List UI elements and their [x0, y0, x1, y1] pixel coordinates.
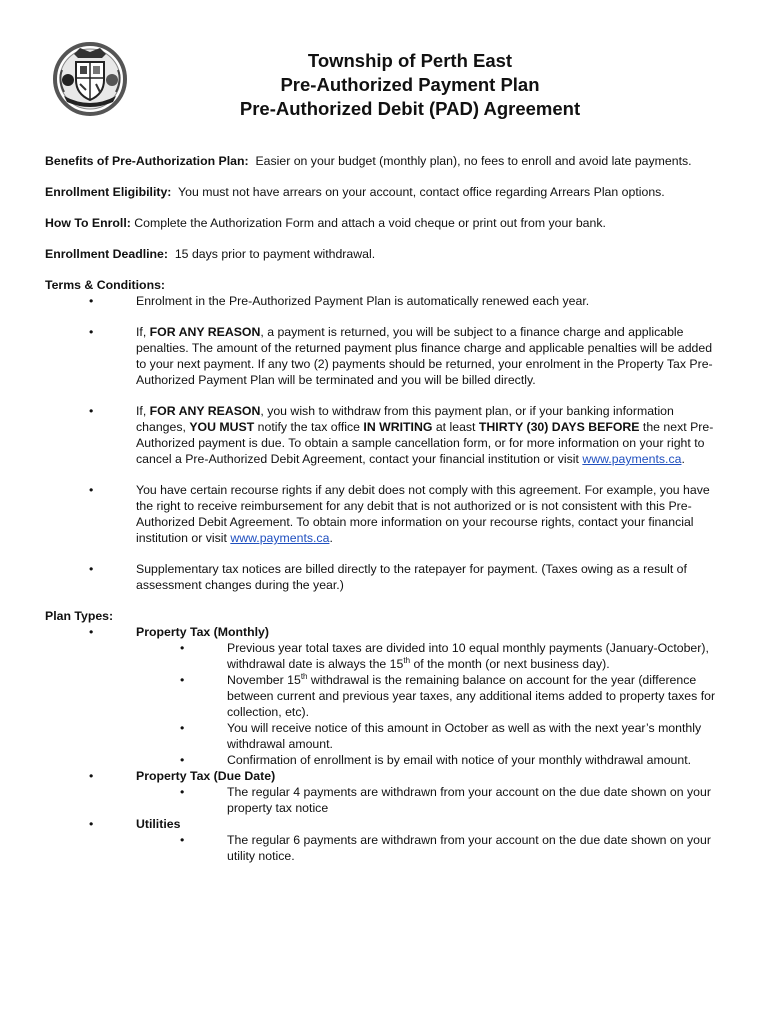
eligibility-text: You must not have arrears on your account, contact office regarding Arrears Plan options. [178, 185, 665, 199]
how-to-enroll-paragraph [45, 215, 725, 231]
terms-item-emphasis: THIRTY (30) DAYS BEFORE [478, 420, 640, 434]
payments-ca-link[interactable]: www.payments.ca [582, 452, 682, 466]
plan-sub-text: of the month (or next business day). [413, 657, 610, 671]
bullet-icon: • [180, 673, 185, 687]
plan-type-due-date [45, 768, 725, 784]
plan-sub-item [45, 784, 725, 816]
terms-item-emphasis: YOU MUST [189, 420, 255, 434]
terms-item [45, 482, 725, 546]
bullet-icon: • [89, 483, 94, 497]
terms-item [45, 403, 725, 467]
plan-sub-item [45, 672, 725, 720]
document-body [45, 153, 725, 864]
township-crest-logo [52, 40, 128, 116]
terms-item-text: , you wish to withdraw from this payment plan, or if your banking information changes, [136, 404, 674, 434]
benefits-label: Benefits of Pre-Authorization Plan: [45, 154, 249, 168]
deadline-text: 15 days prior to payment withdrawal. [174, 247, 376, 261]
bullet-icon: • [89, 325, 94, 339]
plan-sub-text: The regular 4 payments are withdrawn from your account on the due date shown on your property tax notice [227, 785, 711, 815]
plan-sub-text: Previous year total taxes are divided into 10 equal monthly payments (January-October), withdrawal date is always the 15 [227, 641, 709, 671]
document-header [170, 49, 650, 121]
deadline-label: Enrollment Deadline: [45, 247, 168, 261]
bullet-icon: • [180, 753, 185, 767]
header-title: Township of Perth East [307, 50, 513, 71]
plan-type-title: Property Tax (Due Date) [136, 769, 276, 783]
terms-item-text: If, [136, 404, 147, 418]
plan-type-title: Property Tax (Monthly) [136, 625, 269, 639]
terms-item-text: If, [136, 325, 147, 339]
terms-item [45, 293, 725, 309]
terms-item-text: . [681, 452, 685, 466]
benefits-text: Easier on your budget (monthly plan), no fees to enroll and avoid late payments. [255, 154, 692, 168]
terms-item-text: the next Pre-Authorized payment is due. To obtain a sample cancellation form, or for more information on your right to cancel a Pre-Authorized Debit Agreement, contact your financial institution or visit [136, 420, 714, 466]
plan-type-monthly [45, 624, 725, 640]
plan-sub-text: The regular 6 payments are withdrawn from your account on the due date shown on your utility notice. [227, 833, 711, 863]
terms-item-text: at least [435, 420, 476, 434]
payments-ca-link[interactable]: www.payments.ca [230, 531, 330, 545]
terms-item-text: . [329, 531, 333, 545]
terms-item-emphasis: FOR ANY REASON [149, 404, 261, 418]
plan-sub-text: withdrawal is the remaining balance on account for the year (difference between current and previous year taxes, any additional items added to property taxes for collection, etc). [227, 673, 716, 719]
plan-sub-text: November 15 [227, 673, 301, 687]
plan-sub-item [45, 752, 725, 768]
terms-item-emphasis: IN WRITING [363, 420, 433, 434]
benefits-paragraph [45, 153, 725, 169]
terms-item-text: notify the tax office [257, 420, 360, 434]
terms-item-text: Enrolment in the Pre-Authorized Payment Plan is automatically renewed each year. [136, 294, 590, 308]
bullet-icon: • [180, 785, 185, 799]
plan-sub-item [45, 720, 725, 752]
plan-sub-item [45, 640, 725, 672]
plan-sub-text: Confirmation of enrollment is by email with notice of your monthly withdrawal amount. [227, 753, 692, 767]
terms-item-text: , a payment is returned, you will be subject to a finance charge and applicable penalties. The amount of the returned payment plus finance charge and applicable penalties will be added to your next payment. If any two (2) payments should be returned, your enrolment in the Property Tax Pre-Authorized Payment Plan will be terminated and you will be billed directly. [136, 325, 713, 387]
plan-sub-item [45, 832, 725, 864]
plan-type-title: Utilities [136, 817, 181, 831]
bullet-icon: • [180, 833, 185, 847]
how-to-enroll-label: How To Enroll: [45, 216, 131, 230]
bullet-icon: • [89, 404, 94, 418]
terms-item [45, 324, 725, 388]
deadline-paragraph [45, 246, 725, 262]
terms-item [45, 561, 725, 593]
bullet-icon: • [89, 294, 94, 308]
eligibility-label: Enrollment Eligibility: [45, 185, 172, 199]
bullet-icon: • [180, 721, 185, 735]
terms-item-text: Supplementary tax notices are billed directly to the ratepayer for payment. (Taxes owing as a result of assessment changes during the year.) [136, 562, 687, 592]
header-subtitle-agreement: Pre-Authorized Debit (PAD) Agreement [239, 98, 581, 119]
header-subtitle-plan: Pre-Authorized Payment Plan [280, 74, 540, 95]
bullet-icon: • [89, 562, 94, 576]
bullet-icon: • [180, 641, 185, 655]
plan-sub-text: You will receive notice of this amount in October as well as with the next year’s monthly withdrawal amount. [227, 721, 702, 751]
bullet-icon: • [89, 817, 94, 831]
how-to-enroll-text: Complete the Authorization Form and attach a void cheque or print out from your bank. [134, 216, 606, 230]
bullet-icon: • [89, 769, 94, 783]
plan-sub-superscript: th [300, 671, 308, 681]
bullet-icon: • [89, 625, 94, 639]
plan-type-utilities [45, 816, 725, 832]
terms-item-text: You have certain recourse rights if any debit does not comply with this agreement. For example, you have the right to receive reimbursement for any debit that is not authorized or is not consistent with this Pre-Authorized Debit Agreement. To obtain more information on your recourse rights, contact your financial institution or visit [136, 483, 710, 545]
plan-sub-superscript: th [403, 655, 411, 665]
terms-title: Terms & Conditions: [45, 278, 166, 292]
terms-item-emphasis: FOR ANY REASON [149, 325, 261, 339]
plan-types-title: Plan Types: [45, 609, 114, 623]
eligibility-paragraph [45, 184, 725, 200]
